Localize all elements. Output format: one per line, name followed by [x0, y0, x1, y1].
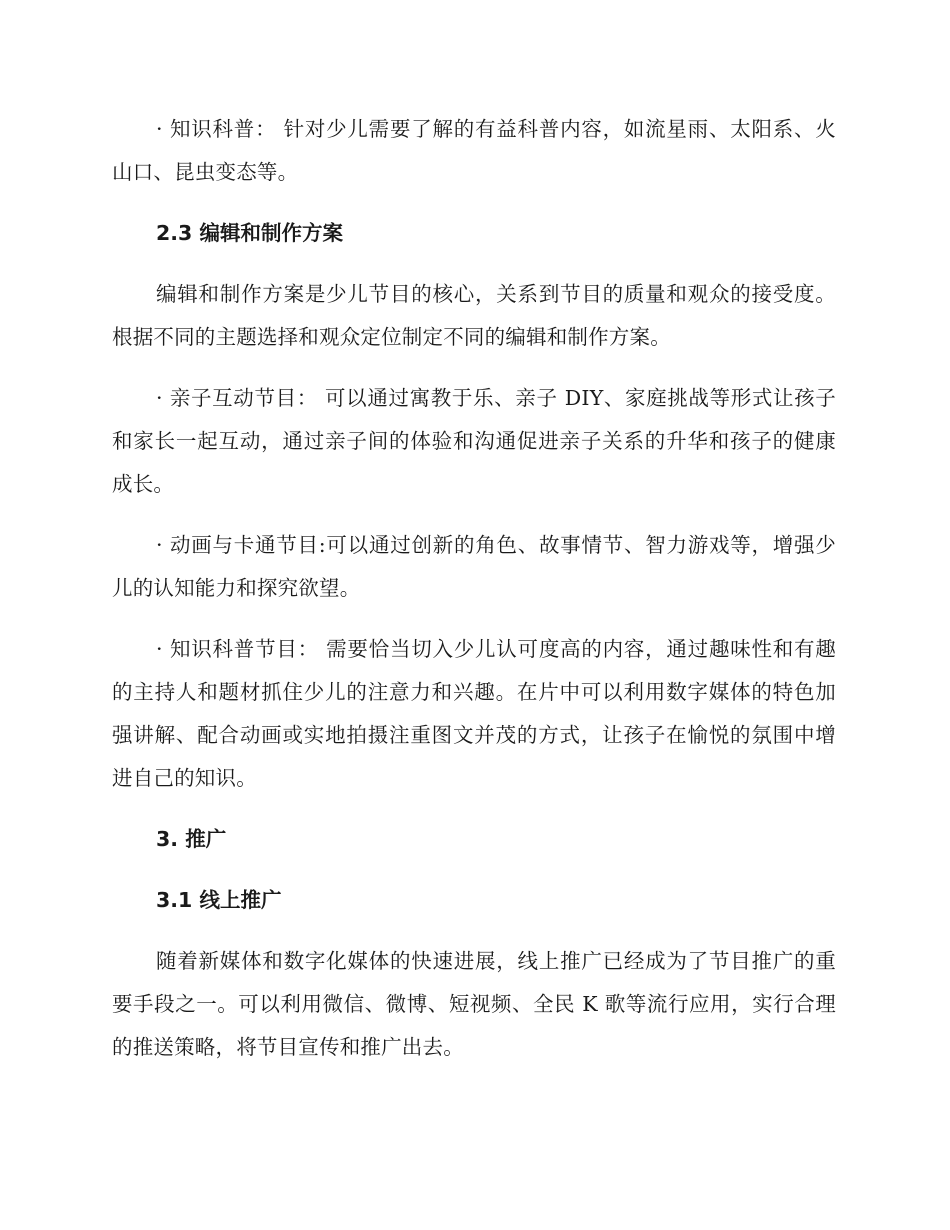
heading-3: 3. 推广: [156, 827, 227, 851]
bullet-knowledge-science: · 知识科普： 针对少儿需要了解的有益科普内容，如流星雨、太阳系、火山口、昆虫变态等。: [112, 117, 836, 184]
bullet-parent-child: · 亲子互动节目： 可以通过寓教于乐、亲子 DIY、家庭挑战等形式让孩子和家长一起互动，通过亲子间的体验和沟通促进亲子关系的升华和孩子的健康成长。: [112, 386, 836, 496]
document-body: [112, 108, 836, 1087]
paragraph-online-promotion: 随着新媒体和数字化媒体的快速进展，线上推广已经成为了节目推广的重要手段之一。可以利用微信、微博、短视频、全民 K 歌等流行应用，实行合理的推送策略，将节目宣传和推广出去。: [112, 949, 836, 1059]
bullet-animation: · 动画与卡通节目:可以通过创新的角色、故事情节、智力游戏等，增强少儿的认知能力和探究欲望。: [112, 533, 836, 600]
heading-2-3: 2.3 编辑和制作方案: [156, 221, 343, 245]
paragraph-editing-intro: 编辑和制作方案是少儿节目的核心，关系到节目的质量和观众的接受度。根据不同的主题选择和观众定位制定不同的编辑和制作方案。: [112, 282, 836, 349]
heading-3-1: 3.1 线上推广: [156, 888, 282, 912]
bullet-science-program: · 知识科普节目： 需要恰当切入少儿认可度高的内容，通过趣味性和有趣的主持人和题材抓住少儿的注意力和兴趣。在片中可以利用数字媒体的特色加强讲解、配合动画或实地拍摄注重图文并茂的方式，让孩子在愉悦的氛围中增进自己的知识。: [112, 637, 836, 790]
